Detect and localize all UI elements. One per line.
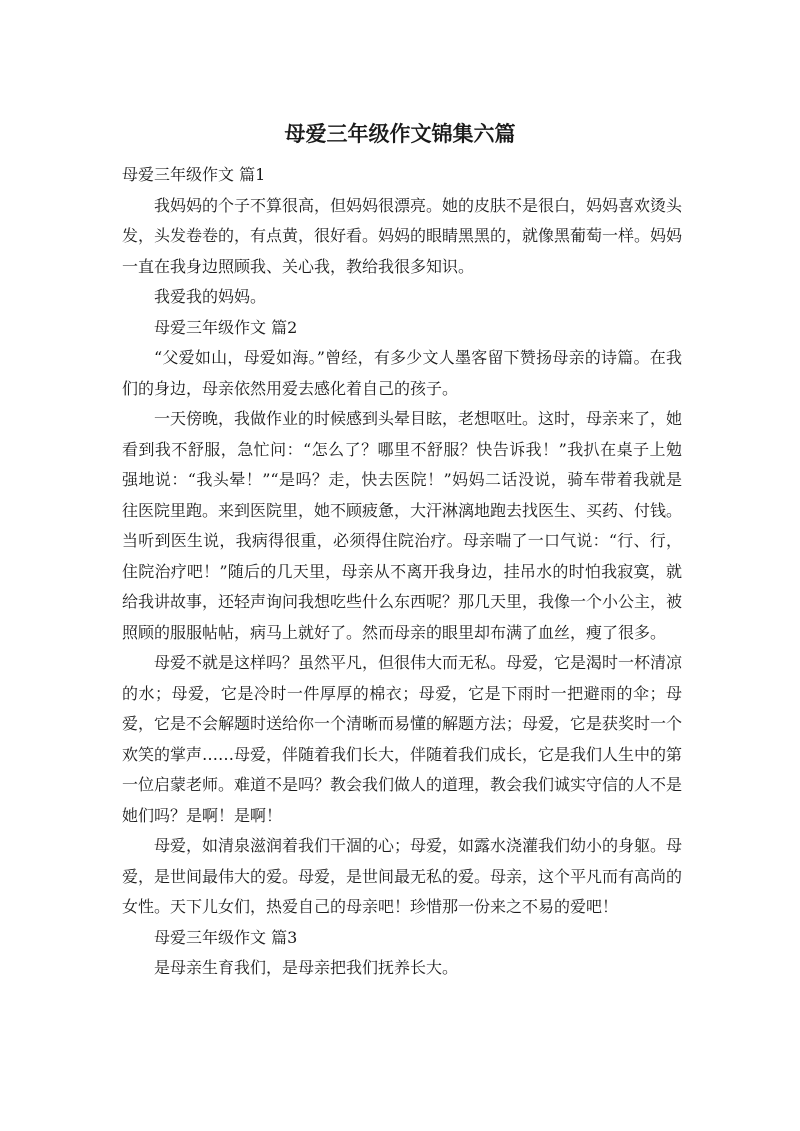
paragraph: 一天傍晚，我做作业的时候感到头晕目眩，老想呕吐。这时，母亲来了，她看到我不舒服，急忙问：“怎么了？哪里不舒服？快告诉我！”我扒在桌子上勉强地说：“我头晕！”“是吗？走，快去医院！”妈妈二话没说，骑车带着我就是往医院里跑。来到医院里，她不顾疲惫，大汗淋漓地跑去找医生、买药、付钱。当听到医生说，我病得很重，必须得住院治疗。母亲喘了一口气说：“行、行，住院治疗吧！”随后的几天里，母亲从不离开我身边，挂吊水的时怕我寂寞，就给我讲故事，还轻声询问我想吃些什么东西呢？那几天里，我像一个小公主，被照顾的服服帖帖，病马上就好了。然而母亲的眼里却布满了血丝，瘦了很多。 — [122, 409, 683, 642]
paragraph: “父爱如山，母爱如海。”曾经，有多少文人墨客留下赞扬母亲的诗篇。在我们的身边，母亲依然用爱去感化着自己的孩子。 — [122, 348, 682, 398]
section-heading-2: 母爱三年级作文 篇2 — [154, 317, 298, 337]
paragraph: 是母亲生育我们，是母亲把我们抚养长大。 — [154, 958, 459, 977]
paragraph: 母爱不就是这样吗？虽然平凡，但很伟大而无私。母爱，它是渴时一杯清凉的水；母爱，它是冷时一件厚厚的棉衣；母爱，它是下雨时一把避雨的伞；母爱，它是不会解题时送给你一个清晰而易懂的解题方法；母爱，它是获奖时一个欢笑的掌声……母爱，伴随着我们长大，伴随着我们成长，它是我们人生中的第一位启蒙老师。难道不是吗？教会我们做人的道理，教会我们诚实守信的人不是她们吗？是啊！是啊！ — [122, 653, 683, 825]
paragraph: 母爱，如清泉滋润着我们干涸的心；母爱，如露水浇灌我们幼小的身躯。母爱，是世间最伟大的爱。母爱，是世间最无私的爱。母亲，这个平凡而有高尚的女性。天下儿女们，热爱自己的母亲吧！珍惜那一份来之不易的爱吧！ — [122, 836, 683, 916]
document-title: 母爱三年级作文锦集六篇 — [284, 122, 516, 146]
document-body — [122, 160, 682, 984]
section-heading-1: 母爱三年级作文 篇1 — [122, 165, 266, 184]
paragraph: 我爱我的妈妈。 — [154, 287, 267, 306]
paragraph: 我妈妈的个子不算很高，但妈妈很漂亮。她的皮肤不是很白，妈妈喜欢烫头发，头发卷卷的，有点黄，很好看。妈妈的眼睛黑黑的，就像黑葡萄一样。妈妈一直在我身边照顾我、关心我，教给我很多知识。 — [122, 195, 683, 276]
section-heading-3: 母爱三年级作文 篇3 — [154, 927, 298, 947]
